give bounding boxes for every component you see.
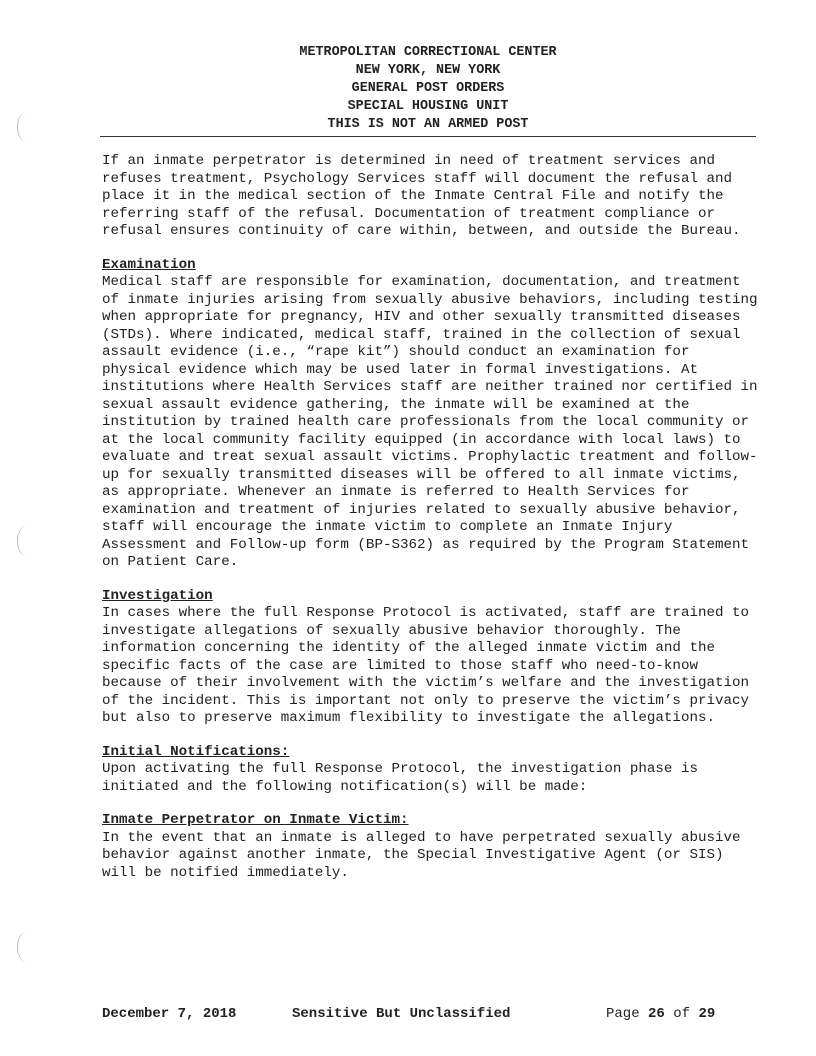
footer-date: December 7, 2018: [102, 1006, 237, 1022]
section-examination: [102, 257, 766, 572]
punch-hole-mark: [17, 112, 36, 142]
intro-paragraph: If an inmate perpetrator is determined in need of treatment services and refuses treatment, Psychology Services staff will document the refusal and place it in the medical section of the Inmate Central File and notify the referring staff of the refusal. Documentation of treatment compliance or refusal ensures continuity of care within, between, and outside the Bureau.: [102, 153, 741, 239]
footer-classification: Sensitive But Unclassified: [292, 1006, 511, 1022]
page-prefix: Page: [606, 1006, 640, 1022]
section-heading: Examination: [102, 256, 196, 273]
header-facility: METROPOLITAN CORRECTIONAL CENTER: [299, 45, 557, 60]
section-text: In cases where the full Response Protocol is activated, staff are trained to investigate allegations of sexually abusive behavior thoroughly. The information concerning the identity of the alleged inmate victim and the specific facts of the case are limited to those staff who need-to-know because of their involvement with the victim’s welfare and the investigation of the incident. This is important not only to preserve the victim’s privacy but also to preserve maximum flexibility to investigate the allegations.: [102, 605, 750, 726]
section-text: Medical staff are responsible for examination, documentation, and treatment of inmate injuries arising from sexually abusive behaviors, including testing when appropriate for pregnancy, HIV and other sexually transmitted diseases (STDs). Where indicated, medical staff, trained in the collection of sexual assault evidence (i.e., “rape kit”) should conduct an examination for physical evidence which may be used later in formal investigations. At institutions where Health Services staff are neither trained nor certified in sexual assault evidence gathering, the inmate will be examined at the institution by trained health care professionals from the local community or at the local community facility equipped (in accordance with local laws) to evaluate and treat sexual assault victims. Prophylactic treatment and follow-up for sexually transmitted diseases will be offered to all inmate victims, as appropriate. Whenever an inmate is referred to Health Services for examination and treatment of injuries related to sexually abusive behavior, staff will encourage the inmate victim to complete an Inmate Injury Assessment and Follow-up form (BP-S362) as required by the Program Statement on Patient Care.: [102, 274, 758, 570]
section-inmate-on-inmate: [102, 812, 766, 882]
document-header: [100, 44, 756, 134]
section-heading: Inmate Perpetrator on Inmate Victim:: [102, 812, 409, 828]
section-heading: Investigation: [102, 587, 213, 604]
document-body: [102, 153, 766, 898]
page-total: 29: [698, 1006, 716, 1022]
header-unit: SPECIAL HOUSING UNIT: [347, 99, 509, 114]
section-heading: Initial Notifications:: [102, 743, 290, 760]
section-initial-notifications: [102, 744, 766, 797]
section-text: Upon activating the full Response Protocol, the investigation phase is initiated and the following notification(s) will be made:: [102, 761, 698, 795]
header-divider: [100, 136, 756, 137]
page-number: [606, 1006, 715, 1024]
section-text: In the event that an inmate is alleged to have perpetrated sexually abusive behavior against another inmate, the Special Investigative Agent (or SIS) will be notified immediately.: [102, 829, 741, 881]
document-footer: [102, 1006, 742, 1026]
section-investigation: [102, 588, 766, 728]
header-location: NEW YORK, NEW YORK: [355, 63, 501, 78]
page-of: of: [673, 1006, 691, 1022]
header-post-status: THIS IS NOT AN ARMED POST: [327, 117, 529, 132]
punch-hole-mark: [17, 526, 36, 556]
punch-hole-mark: [17, 932, 36, 962]
page-current: 26: [648, 1006, 665, 1022]
header-doc-type: GENERAL POST ORDERS: [351, 81, 505, 96]
